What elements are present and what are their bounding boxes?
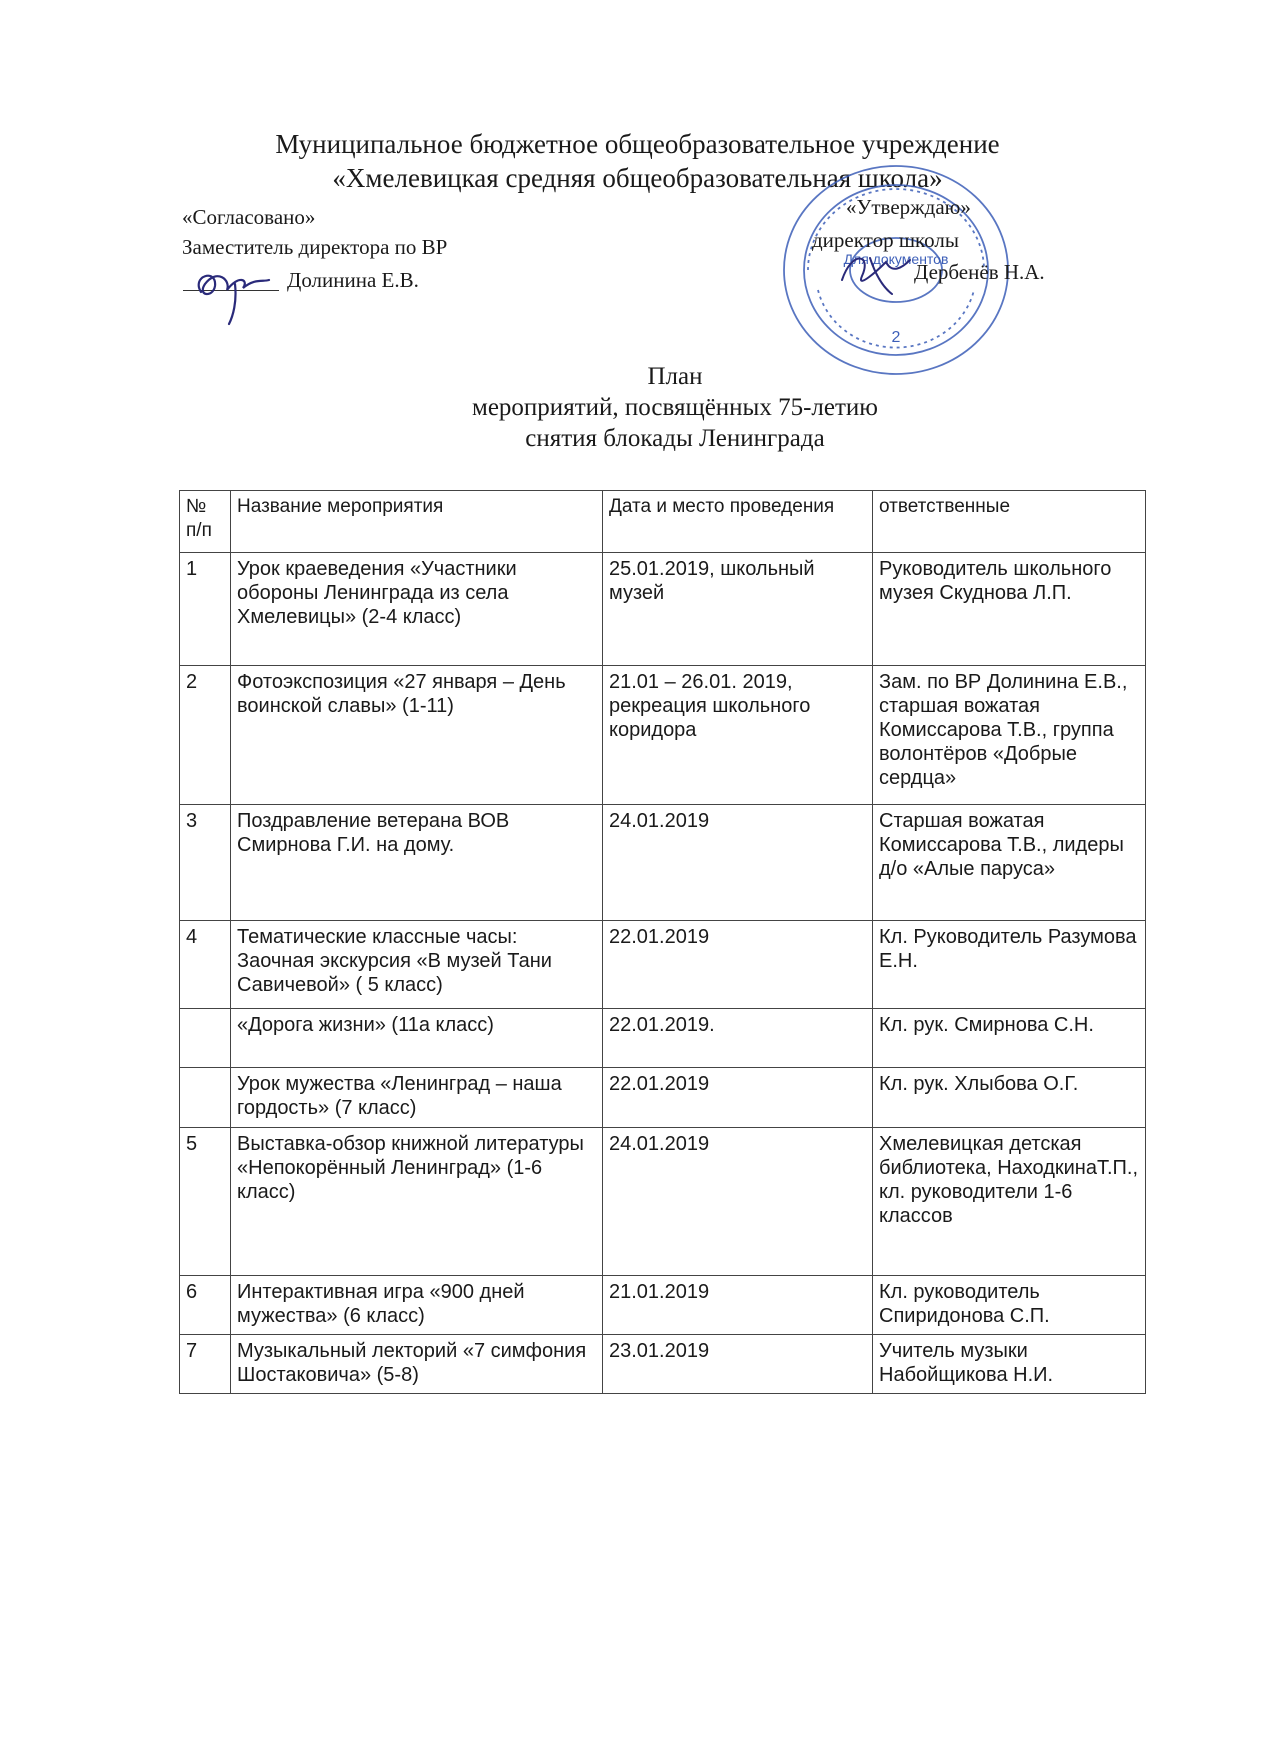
header-number: № п/п — [180, 491, 231, 553]
row-number: 6 — [180, 1276, 231, 1335]
table-row — [180, 1068, 1146, 1128]
row-responsible: Кл. рук. Хлыбова О.Г. — [873, 1068, 1146, 1128]
row-number: 7 — [180, 1335, 231, 1394]
row-event: Тематические классные часы: Заочная экскурсия «В музей Тани Савичевой» ( 5 класс) — [231, 921, 603, 1009]
row-date: 22.01.2019 — [603, 921, 873, 1009]
signature-deputy — [183, 258, 293, 328]
plan-subtitle: мероприятий, посвящённых 75-летию — [472, 394, 878, 421]
plan-title: План — [647, 363, 703, 390]
row-date: 24.01.2019 — [603, 1128, 873, 1276]
row-responsible: Старшая вожатая Комиссарова Т.В., лидеры д/о «Алые паруса» — [873, 805, 1146, 921]
school-type-line: Муниципальное бюджетное общеобразовательное учреждение — [275, 129, 1000, 159]
row-responsible: Зам. по ВР Долинина Е.В., старшая вожатая Комиссарова Т.В., группа волонтёров «Добрые сердца» — [873, 666, 1146, 805]
row-responsible: Кл. руководитель Спиридонова С.П. — [873, 1276, 1146, 1335]
approved-label: «Утверждаю» — [846, 195, 971, 219]
row-date: 21.01 – 26.01. 2019, рекреация школьного коридора — [603, 666, 873, 805]
row-number: 3 — [180, 805, 231, 921]
row-number: 5 — [180, 1128, 231, 1276]
row-number — [180, 1068, 231, 1128]
row-number — [180, 1009, 231, 1068]
row-event: Музыкальный лекторий «7 симфония Шостаковича» (5-8) — [231, 1335, 603, 1394]
row-responsible: Учитель музыки Набойщикова Н.И. — [873, 1335, 1146, 1394]
table-row — [180, 1128, 1146, 1276]
agreed-label: «Согласовано» — [182, 205, 316, 229]
row-responsible: Хмелевицкая детская библиотека, НаходкинаТ.П., кл. руководители 1-6 классов — [873, 1128, 1146, 1276]
row-date: 22.01.2019 — [603, 1068, 873, 1128]
seal-text: Для документов — [843, 251, 949, 267]
row-responsible: Руководитель школьного музея Скуднова Л.П. — [873, 553, 1146, 666]
header-responsible: ответственные — [873, 491, 1146, 553]
row-event: Урок краеведения «Участники обороны Ленинграда из села Хмелевицы» (2-4 класс) — [231, 553, 603, 666]
header-date: Дата и место проведения — [603, 491, 873, 553]
header-name: Название мероприятия — [231, 491, 603, 553]
row-event: Поздравление ветерана ВОВ Смирнова Г.И. на дому. — [231, 805, 603, 921]
seal-number: 2 — [891, 329, 901, 346]
table-header-row — [180, 491, 1146, 553]
row-number: 2 — [180, 666, 231, 805]
row-date: 24.01.2019 — [603, 805, 873, 921]
table-row — [180, 666, 1146, 805]
table-row — [180, 1276, 1146, 1335]
row-date: 21.01.2019 — [603, 1276, 873, 1335]
row-date: 25.01.2019, школьный музей — [603, 553, 873, 666]
events-table — [179, 490, 1146, 1394]
table-row — [180, 553, 1146, 666]
row-date: 23.01.2019 — [603, 1335, 873, 1394]
row-event: Урок мужества «Ленинград – наша гордость» (7 класс) — [231, 1068, 603, 1128]
row-number: 4 — [180, 921, 231, 1009]
table-row — [180, 1009, 1146, 1068]
row-event: Выставка-обзор книжной литературы «Непокорённый Ленинград» (1-6 класс) — [231, 1128, 603, 1276]
row-event: Интерактивная игра «900 дней мужества» (6 класс) — [231, 1276, 603, 1335]
table-row — [180, 805, 1146, 921]
table-row — [180, 921, 1146, 1009]
school-name-line: «Хмелевицкая средняя общеобразовательная школа» — [332, 163, 943, 193]
row-date: 22.01.2019. — [603, 1009, 873, 1068]
row-event: Фотоэкспозиция «27 января – День воинской славы» (1-11) — [231, 666, 603, 805]
table-row — [180, 1335, 1146, 1394]
agreed-position: Заместитель директора по ВР — [182, 235, 448, 259]
agreed-name: Долинина Е.В. — [287, 268, 419, 292]
row-event: «Дорога жизни» (11а класс) — [231, 1009, 603, 1068]
approved-position: директор школы — [812, 228, 959, 252]
plan-subtitle-2: снятия блокады Ленинграда — [525, 425, 825, 452]
row-responsible: Кл. Руководитель Разумова Е.Н. — [873, 921, 1146, 1009]
approved-name: Дербенёв Н.А. — [914, 260, 1045, 284]
row-responsible: Кл. рук. Смирнова С.Н. — [873, 1009, 1146, 1068]
row-number: 1 — [180, 553, 231, 666]
